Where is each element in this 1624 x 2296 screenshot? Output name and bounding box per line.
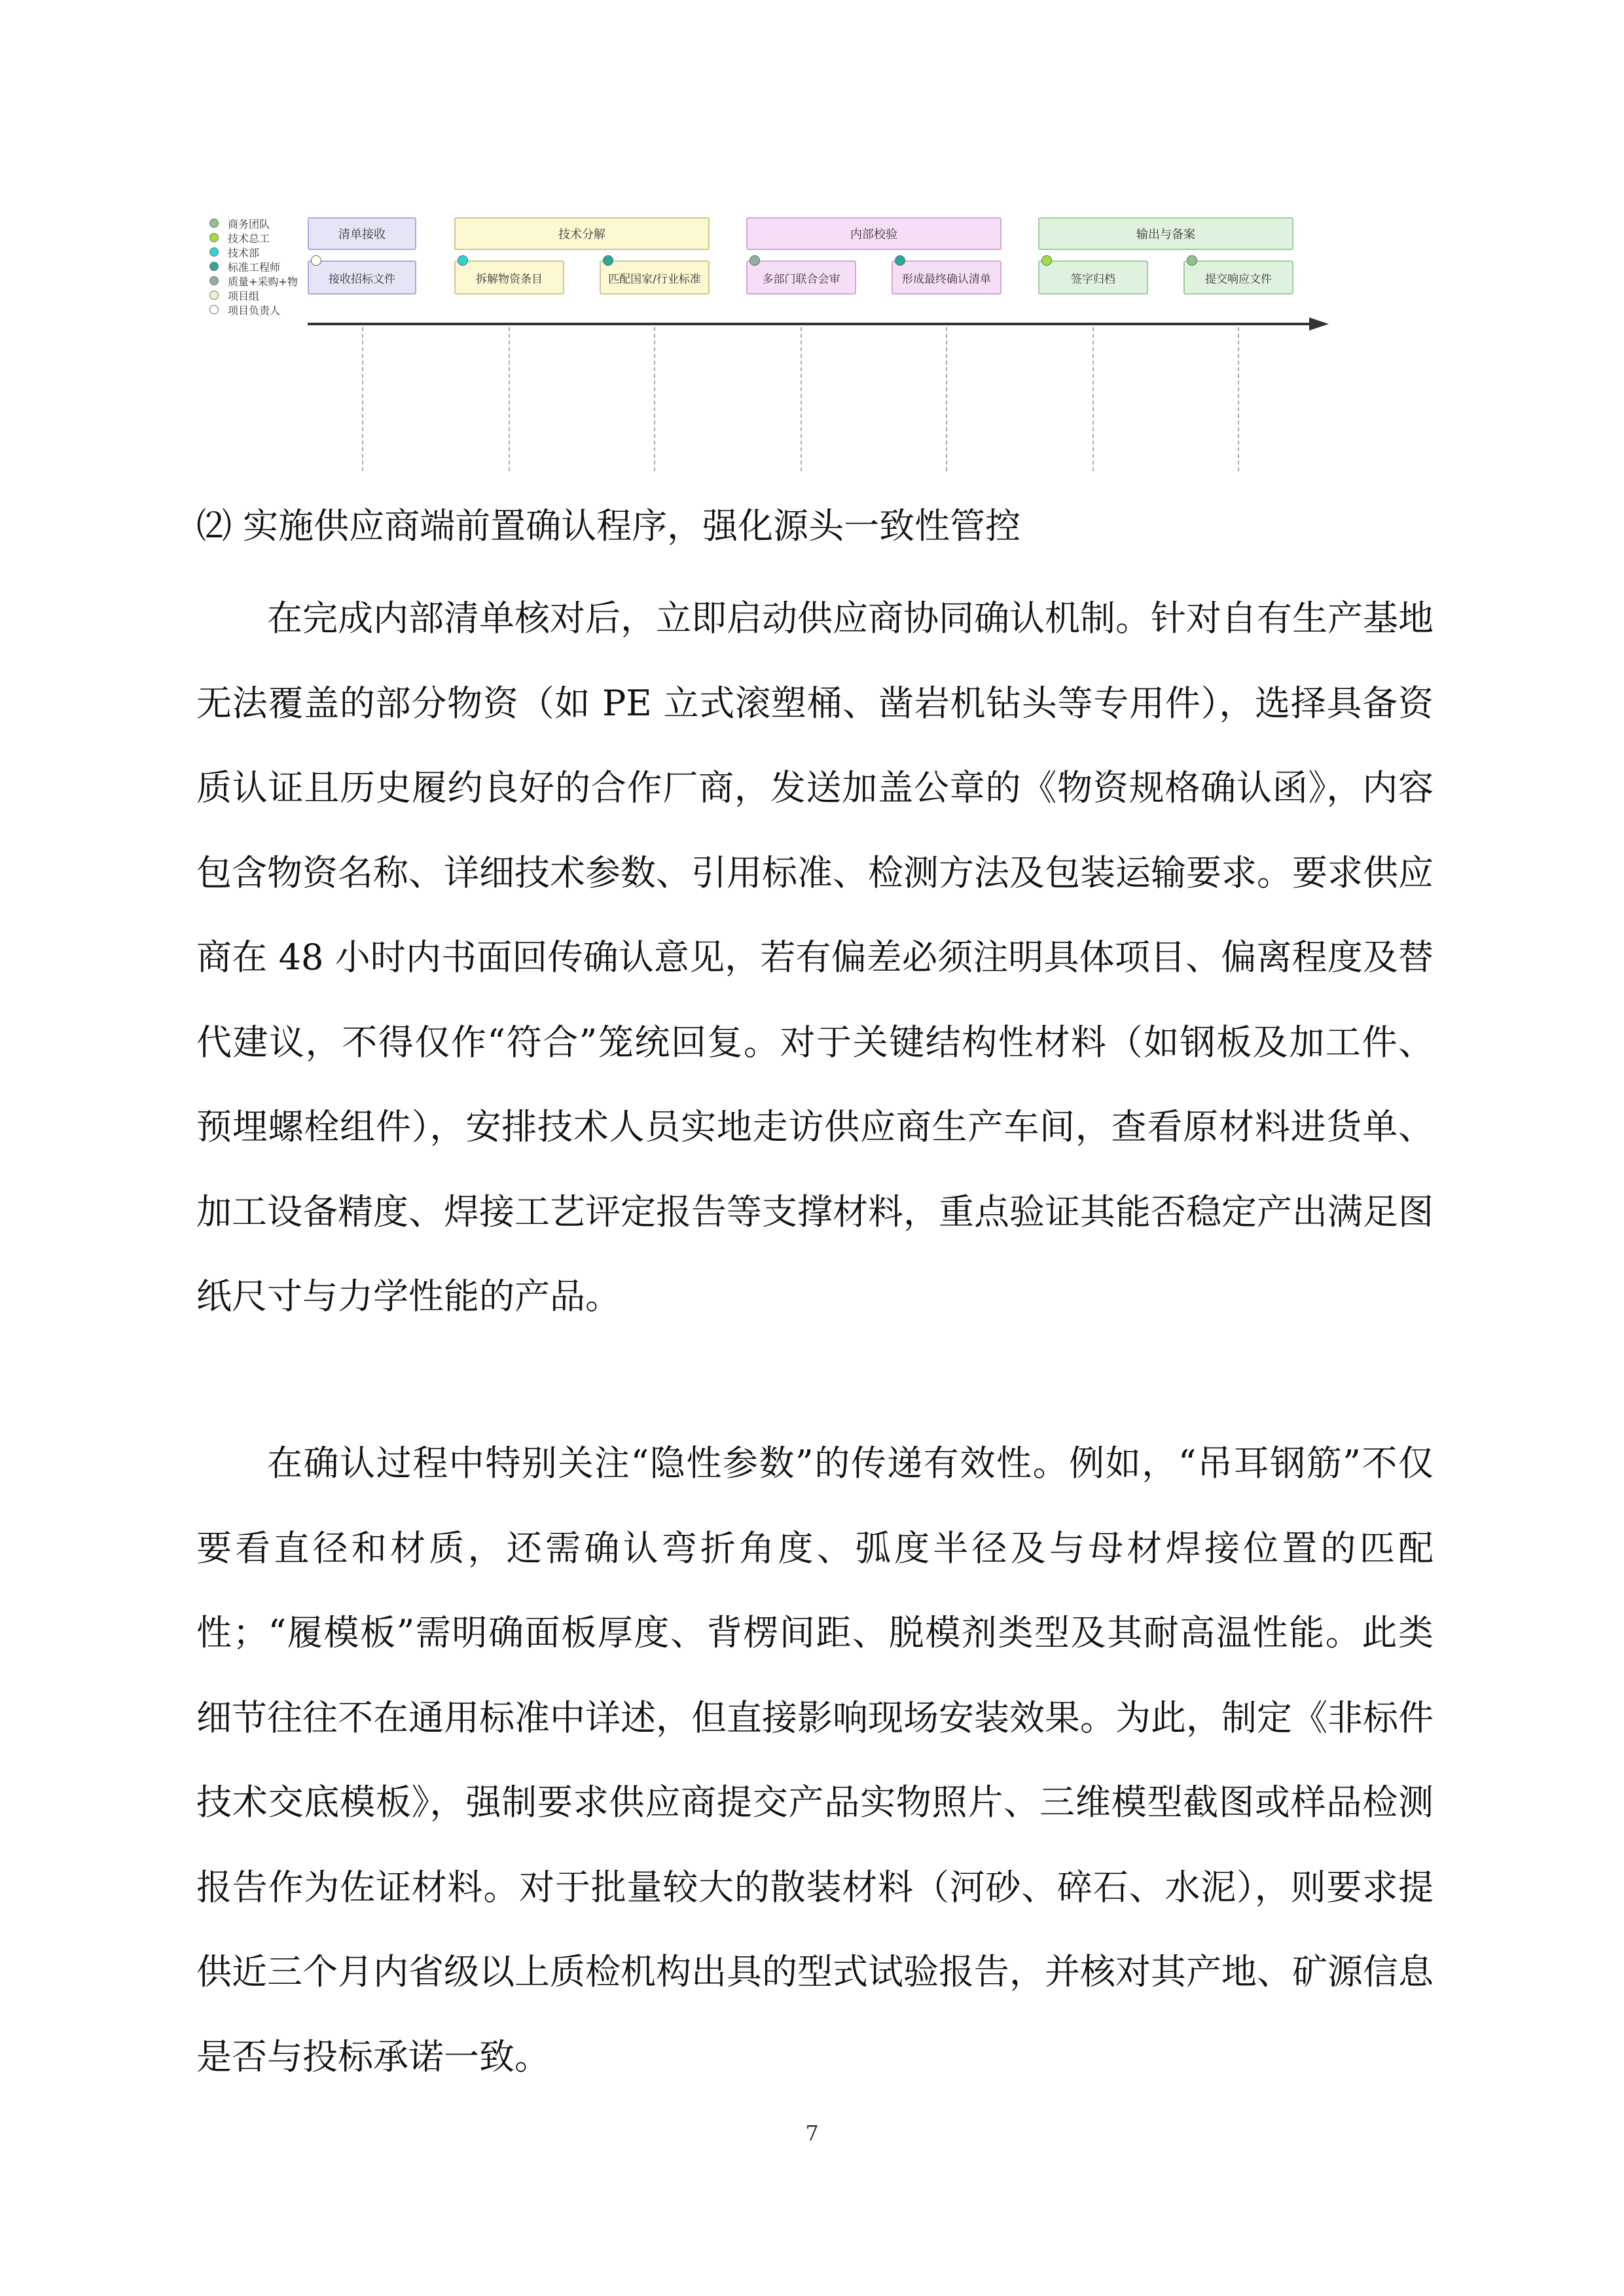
process-timeline-diagram	[196, 203, 1348, 478]
timeline-guide-line	[509, 327, 510, 471]
task-box	[1183, 260, 1293, 295]
task-role-marker	[1187, 255, 1197, 266]
task-label: 接收招标文件	[329, 272, 395, 286]
legend-label: 质量+采购+物	[228, 275, 298, 288]
body-paragraph: 在完成内部清单核对后，立即启动供应商协同确认机制。针对自有生产基地无法覆盖的部分物资（如 PE 立式滚塑桶、凿岩机钻头等专用件），选择具备资质认证且历史履约良好的合作厂商，发送加盖公章的《物资规格确认函》，内容包含物资名称、详细技术参数、引用标准、检测方法及包装运输要求。要求供应商在 48 小时内书面回传确认意见，若有偏差必须注明具体项目、偏离程度及替代建议，不得仅作“符合”笼统回复。对于关键结构性材料（如钢板及加工件、预埋螺栓组件），安排技术人员实地走访供应商生产车间，查看原材料进货单、加工设备精度、焊接工艺评定报告等支撑材料，重点验证其能否稳定产出满足图纸尺寸与力学性能的产品。	[196, 598, 1434, 1317]
timeline-guide-line	[362, 327, 363, 471]
legend-dot	[209, 219, 219, 228]
timeline-guide-line	[654, 327, 655, 471]
legend-item	[209, 230, 298, 245]
legend-dot	[209, 233, 219, 242]
task-role-marker	[603, 255, 613, 266]
timeline-arrowhead	[1309, 317, 1329, 331]
task-box	[1038, 260, 1148, 295]
phase-label: 清单接收	[338, 228, 386, 242]
body-paragraph: 在确认过程中特别关注“隐性参数”的传递有效性。例如，“吊耳钢筋”不仅要看直径和材质，还需确认弯折角度、弧度半径及与母材焊接位置的匹配性；“履模板”需明确面板厚度、背楞间距、脱模剂类型及其耐高温性能。此类细节往往不在通用标准中详述，但直接影响现场安装效果。为此，制定《非标件技术交底模板》，强制要求供应商提交产品实物照片、三维模型截图或样品检测报告作为佐证材料。对于批量较大的散装材料（河砂、碎石、水泥），则要求提供近三个月内省级以上质检机构出具的型式试验报告，并核对其产地、矿源信息是否与投标承诺一致。	[196, 1443, 1434, 2077]
legend-dot	[209, 262, 219, 271]
task-box	[454, 260, 564, 295]
legend-item	[209, 274, 298, 288]
timeline-guide-line	[1092, 327, 1094, 471]
page-number: 7	[805, 2121, 819, 2145]
task-label: 形成最终确认清单	[902, 272, 991, 286]
legend	[209, 216, 298, 317]
phase-box-tech-breakdown	[454, 217, 710, 250]
task-box	[600, 260, 710, 295]
task-label: 签字归档	[1071, 272, 1115, 286]
legend-item	[209, 216, 298, 230]
legend-label: 技术总工	[228, 232, 270, 245]
legend-dot	[209, 305, 219, 314]
task-box	[746, 260, 856, 295]
section-heading: ⑵ 实施供应商端前置确认程序，强化源头一致性管控	[196, 505, 1021, 547]
legend-item	[209, 245, 298, 259]
legend-label: 商务团队	[228, 217, 270, 230]
task-label: 拆解物资条目	[476, 272, 543, 286]
legend-label: 项目组	[228, 289, 260, 302]
task-box	[308, 260, 416, 295]
task-label: 多部门联合会审	[762, 272, 840, 286]
task-role-marker	[311, 255, 321, 266]
legend-dot	[209, 276, 219, 285]
legend-dot	[209, 291, 219, 300]
task-role-marker	[895, 255, 905, 266]
timeline-axis	[308, 323, 1309, 325]
legend-label: 项目负责人	[228, 304, 281, 317]
task-label: 提交响应文件	[1205, 272, 1272, 286]
phase-box-output-filing	[1038, 217, 1293, 250]
legend-label: 标准工程师	[228, 260, 281, 274]
timeline-guide-line	[801, 327, 802, 471]
legend-label: 技术部	[228, 246, 260, 259]
phase-box-internal-check	[746, 217, 1001, 250]
phase-label: 技术分解	[558, 228, 605, 242]
task-role-marker	[458, 255, 468, 266]
legend-dot	[209, 247, 219, 257]
legend-item	[209, 288, 298, 302]
phase-box-list-receipt	[308, 217, 416, 250]
task-label: 匹配国家/行业标准	[608, 272, 701, 286]
legend-item	[209, 259, 298, 274]
task-role-marker	[749, 255, 760, 266]
timeline-guide-line	[1238, 327, 1239, 471]
task-role-marker	[1041, 255, 1052, 266]
task-box	[892, 260, 1001, 295]
phase-label: 输出与备案	[1136, 228, 1195, 242]
phase-label: 内部校验	[850, 228, 897, 242]
timeline-guide-line	[946, 327, 947, 471]
legend-item	[209, 302, 298, 317]
